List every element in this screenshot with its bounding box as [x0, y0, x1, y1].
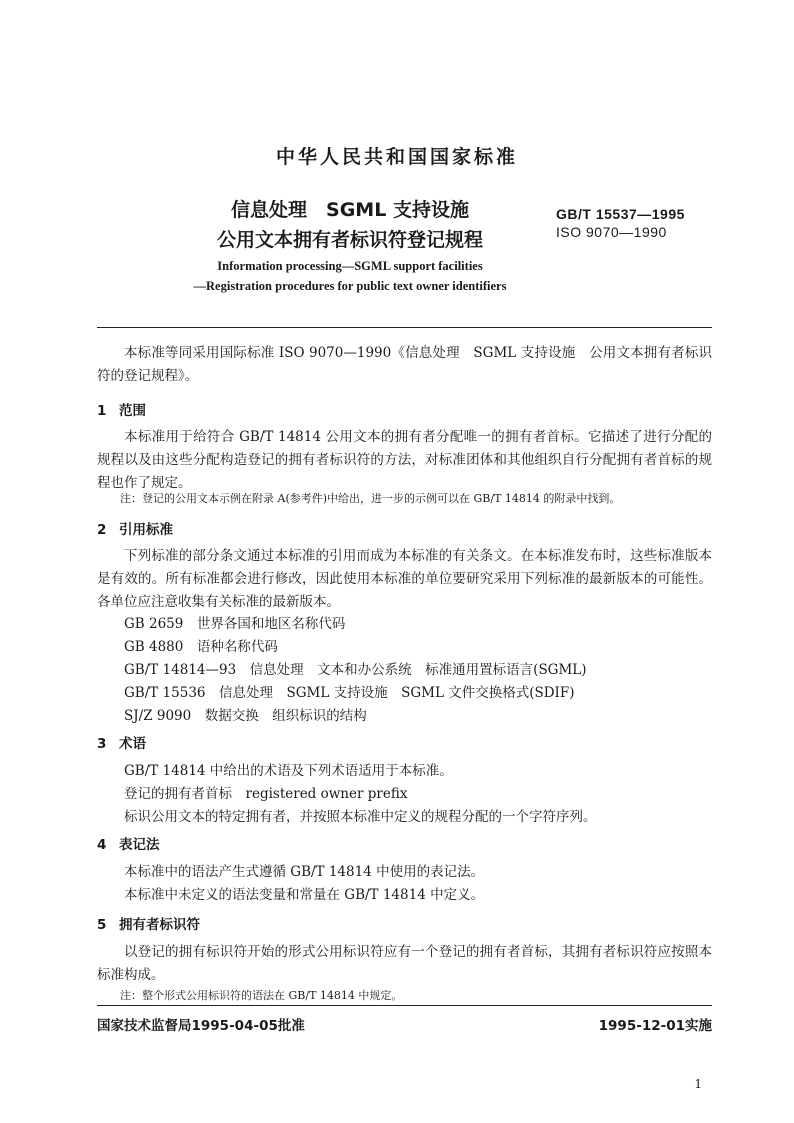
section-4-line: 本标准中的语法产生式遵循 GB/T 14814 中使用的表记法。 [124, 864, 485, 880]
effective-date: 1995-12-01实施 [598, 1018, 712, 1034]
section-title: 术语 [119, 736, 146, 752]
section-number: 3 [97, 736, 107, 752]
section-4-line: 本标准中未定义的语法变量和常量在 GB/T 14814 中定义。 [124, 887, 485, 903]
approval-date: 国家技术监督局1995-04-05批准 [97, 1018, 305, 1034]
section-1-body: 本标准用于给符合 GB/T 14814 公用文本的拥有者分配唯一的拥有者首标。它描述了进行分配的规程以及由这些分配构造登记的拥有者标识符的方法，对标准团体和其他组织自行分配拥有者首标的规程也作了规定。 [97, 429, 712, 491]
reference-item: GB 2659 世界各国和地区名称代码 [124, 616, 346, 632]
intro-paragraph: 本标准等同采用国际标准 ISO 9070—1990《信息处理 SGML 支持设施 公用文本拥有者标识符的登记规程》。 [97, 345, 712, 384]
section-3-heading [97, 732, 146, 752]
reference-item: SJ/Z 9090 数据交换 组织标识的结构 [124, 708, 367, 724]
section-5-heading [97, 913, 200, 933]
title-en-line2: —Registration procedures for public text owner identifiers [193, 279, 507, 293]
section-5-note: 注：整个形式公用标识符的语法在 GB/T 14814 中规定。 [120, 989, 403, 1002]
section-number: 5 [97, 917, 107, 933]
standard-code-gb: GB/T 15537—1995 [556, 206, 685, 222]
title-en-line1: Information processing—SGML support facilities [217, 259, 483, 273]
section-number: 1 [97, 403, 107, 419]
section-1-note: 注：登记的公用文本示例在附录 A(参考件)中给出，进一步的示例可以在 GB/T 14814 的附录中找到。 [120, 492, 621, 505]
section-title: 引用标准 [119, 522, 173, 538]
title-cn-line1: 信息处理 SGML 支持设施 [231, 199, 469, 221]
section-4-heading [97, 833, 160, 853]
top-divider [97, 327, 712, 328]
title-cn-line2: 公用文本拥有者标识符登记规程 [216, 229, 483, 251]
term-definition: 标识公用文本的特定拥有者，并按照本标准中定义的规程分配的一个字符序列。 [124, 809, 597, 825]
section-title: 拥有者标识符 [119, 917, 200, 933]
section-number: 2 [97, 522, 107, 538]
reference-item: GB/T 14814—93 信息处理 文本和办公系统 标准通用置标语言(SGML) [124, 662, 587, 678]
page-number: 1 [694, 1077, 702, 1091]
section-3-line: GB/T 14814 中给出的术语及下列术语适用于本标准。 [124, 763, 453, 779]
reference-item: GB 4880 语种名称代码 [124, 639, 278, 655]
reference-item: GB/T 15536 信息处理 SGML 支持设施 SGML 文件交换格式(SDIF) [124, 685, 575, 701]
national-standard-heading: 中华人民共和国国家标准 [275, 146, 518, 168]
bottom-divider [97, 1005, 712, 1006]
section-2-heading [97, 518, 173, 538]
section-5-body: 以登记的拥有标识符开始的形式公用标识符应有一个登记的拥有者首标，其拥有者标识符应按照本标准构成。 [97, 944, 712, 983]
section-1-heading [97, 399, 146, 419]
section-number: 4 [97, 837, 107, 853]
term-entry: 登记的拥有者首标 registered owner prefix [124, 786, 408, 802]
section-2-body: 下列标准的部分条文通过本标准的引用而成为本标准的有关条文。在本标准发布时，这些标准版本是有效的。所有标准都会进行修改，因此使用本标准的单位要研究采用下列标准的最新版本的可能性。各单位应注意收集有关标准的最新版本。 [97, 548, 712, 610]
section-title: 表记法 [119, 837, 160, 853]
standard-code-iso: ISO 9070—1990 [556, 224, 667, 240]
section-title: 范围 [119, 403, 146, 419]
